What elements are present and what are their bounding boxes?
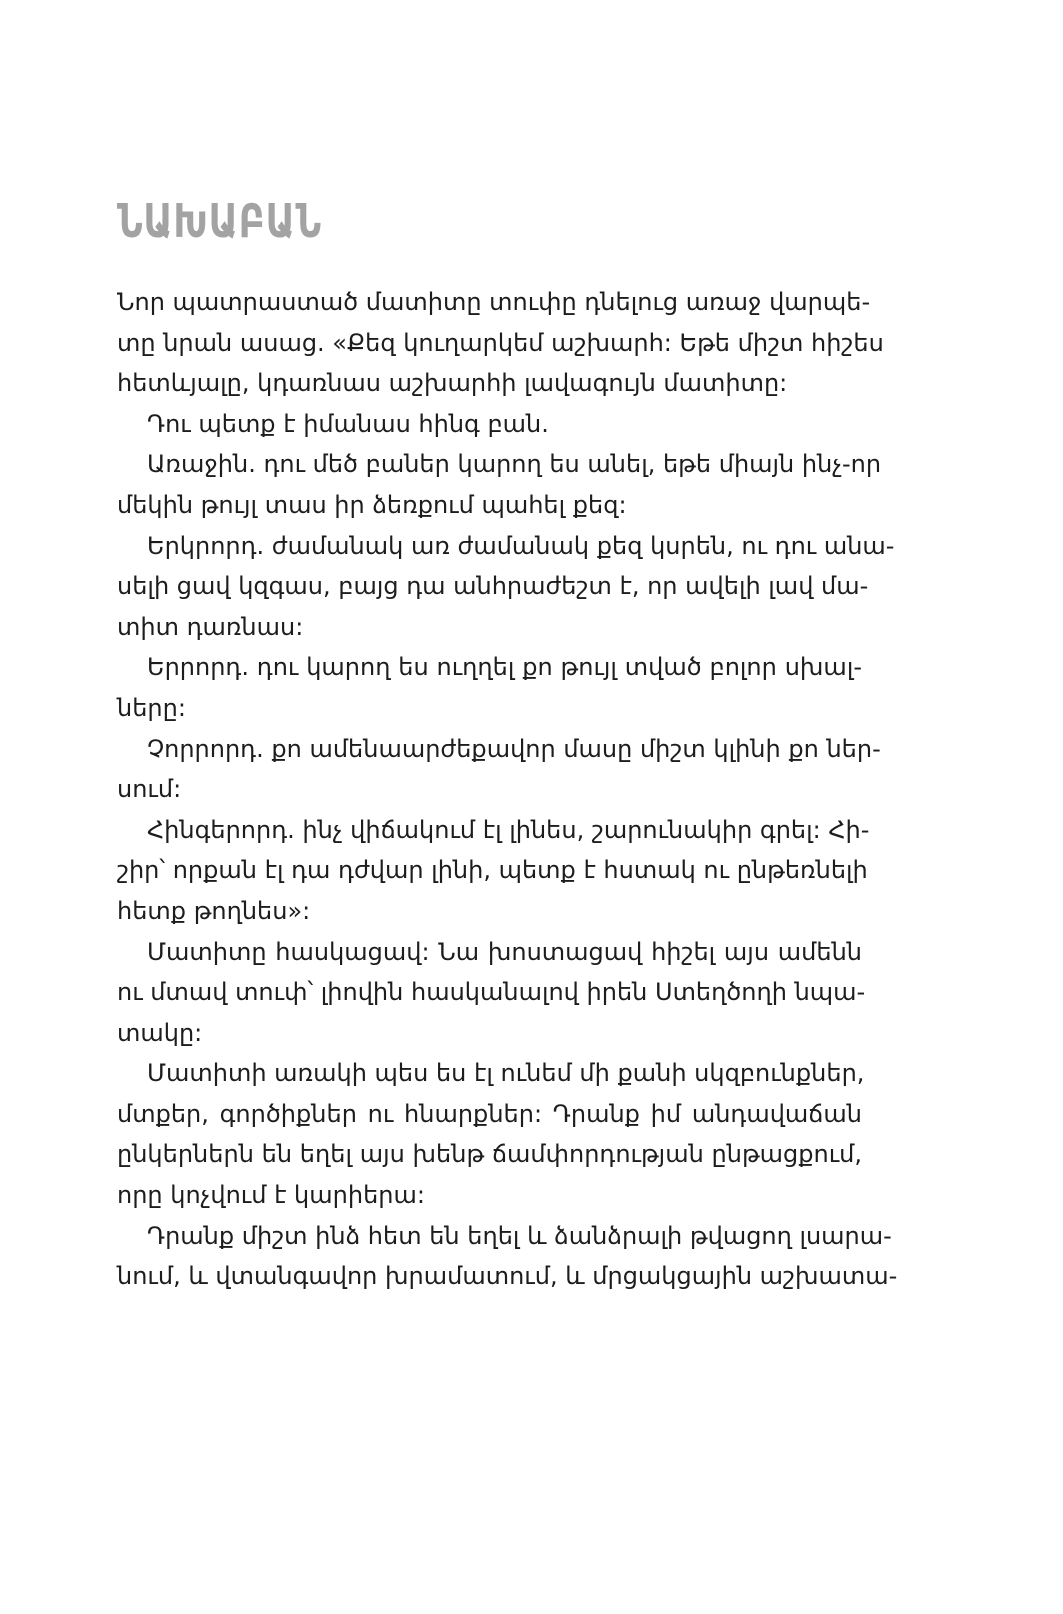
body-text: [117, 282, 898, 1297]
text-line: մեկին թույլ տաս իր ձեռքում պահել քեզ:: [117, 490, 627, 519]
text-line: ները:: [117, 693, 186, 722]
text-line: նում, և վտանգավոր խրամատում, և մրցակցային աշխատա-: [117, 1262, 898, 1291]
chapter-title: ՆԱԽԱԲԱՆ: [117, 194, 322, 248]
text-line: հետք թողնես»:: [117, 896, 311, 925]
text-line: հետևյալը, կդառնաս աշխարհի լավագույն մատիտը:: [117, 369, 788, 398]
text-line: տակը:: [117, 1018, 203, 1047]
text-line: տը նրան ասաց. «Քեզ կուղարկեմ աշխարհ: Եթե միշտ հիշես: [117, 328, 884, 357]
text-line: Դու պետք է իմանաս հինգ բան.: [147, 409, 549, 438]
text-line: տիտ դառնաս:: [117, 612, 304, 641]
text-line: Հինգերորդ. ինչ վիճակում էլ լինես, շարունակիր գրել: Հի-: [147, 815, 870, 844]
text-line: Մատիտը հասկացավ: Նա խոստացավ հիշել այս ամենն: [147, 937, 862, 966]
text-line: Չորրորդ. քո ամենաարժեքավոր մասը միշտ կլինի քո ներ-: [147, 734, 881, 763]
text-line: Առաջին. դու մեծ բաներ կարող ես անել, եթե միայն ինչ-որ: [147, 450, 882, 479]
text-line: Երկրորդ. ժամանակ առ ժամանակ քեզ կսրեն, ու դու անա-: [147, 531, 895, 560]
text-line: շիր՝ որքան էլ դա դժվար լինի, պետք է հստակ ու ընթեռնելի: [117, 856, 868, 885]
text-line: սելի ցավ կզգաս, բայց դա անհրաժեշտ է, որ ավելի լավ մա-: [117, 572, 869, 601]
text-line: սում:: [117, 775, 182, 804]
text-line: մտքեր, գործիքներ ու հնարքներ: Դրանք իմ անդավաճան: [117, 1099, 862, 1128]
text-line: Նոր պատրաստած մատիտը տուփը դնելուց առաջ վարպե-: [117, 288, 871, 316]
text-line: որը կոչվում է կարիերա:: [117, 1181, 425, 1210]
text-line: ընկերներն են եղել այս խենթ ճամփորդության ընթացքում,: [117, 1140, 862, 1169]
text-line: ու մտավ տուփ՝ լիովին հասկանալով իրեն Ստեղծողի նպա-: [117, 978, 866, 1007]
text-line: Մատիտի առակի պես ես էլ ունեմ մի քանի սկզբունքներ,: [147, 1059, 865, 1088]
text-line: Դրանք միշտ ինձ հետ են եղել և ձանձրալի թվացող լսարա-: [147, 1221, 892, 1250]
text-line: Երրորդ. դու կարող ես ուղղել քո թույլ տված բոլոր սխալ-: [147, 653, 862, 682]
